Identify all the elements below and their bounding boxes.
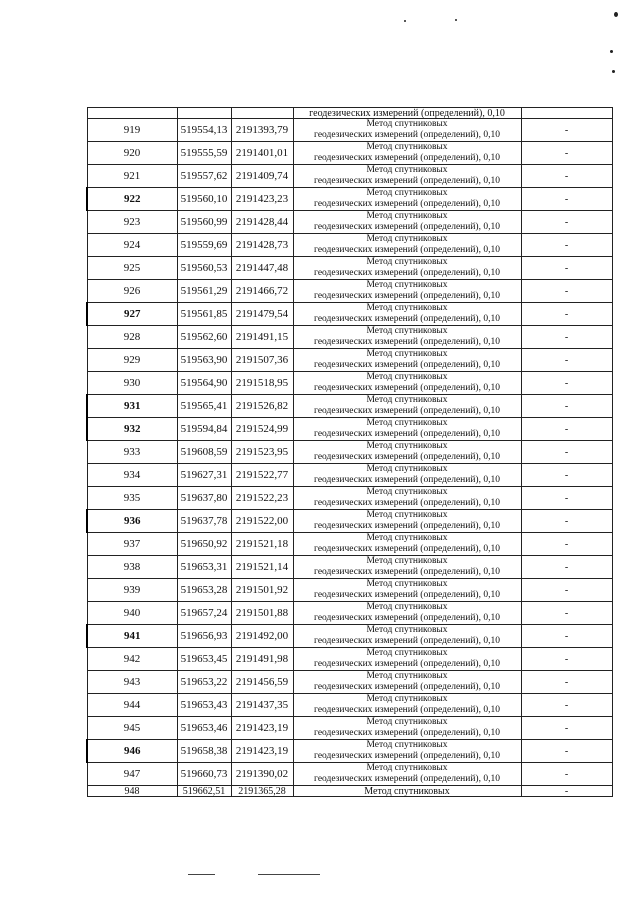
method-line-1: Метод спутниковых bbox=[366, 556, 448, 566]
point-number-cell: 935 bbox=[87, 487, 177, 510]
method-line-2: геодезических измерений (определений), 0,10 bbox=[314, 774, 500, 784]
table-row bbox=[87, 464, 612, 487]
method-line-2: геодезических измерений (определений), 0,10 bbox=[314, 521, 500, 531]
y-coordinate-cell: 2191518,95 bbox=[231, 372, 293, 395]
method-line-1: Метод спутниковых bbox=[366, 418, 448, 428]
point-number-cell: 933 bbox=[87, 441, 177, 464]
point-number-cell: 925 bbox=[87, 257, 177, 280]
method-line-1: Метод спутниковых bbox=[366, 165, 448, 175]
y-coordinate-cell: 2191521,14 bbox=[231, 556, 293, 579]
method-cell bbox=[293, 165, 521, 188]
method-cell bbox=[293, 349, 521, 372]
method-cell bbox=[293, 671, 521, 694]
method-line-1: Метод спутниковых bbox=[366, 625, 448, 635]
method-line-2: геодезических измерений (определений), 0,10 bbox=[314, 153, 500, 163]
error-cell: - bbox=[521, 671, 612, 694]
method-cell bbox=[293, 257, 521, 280]
method-cell bbox=[293, 188, 521, 211]
y-coordinate-cell: 2191523,95 bbox=[231, 441, 293, 464]
table-row bbox=[87, 533, 612, 556]
error-cell: - bbox=[521, 533, 612, 556]
table-row bbox=[87, 395, 612, 418]
error-cell: - bbox=[521, 234, 612, 257]
scan-speck bbox=[455, 19, 457, 21]
point-number-cell: 947 bbox=[87, 763, 177, 786]
y-coordinate-cell: 2191390,02 bbox=[231, 763, 293, 786]
y-coordinate-cell: 2191492,00 bbox=[231, 625, 293, 648]
error-cell: - bbox=[521, 441, 612, 464]
point-number-cell: 928 bbox=[87, 326, 177, 349]
y-coordinate-cell: 2191522,00 bbox=[231, 510, 293, 533]
method-cell bbox=[293, 395, 521, 418]
method-line-2: геодезических измерений (определений), 0,10 bbox=[314, 682, 500, 692]
method-line-1: Метод спутниковых bbox=[366, 671, 448, 681]
x-coordinate-cell: 519637,80 bbox=[177, 487, 231, 510]
method-line-2: геодезических измерений (определений), 0,10 bbox=[314, 452, 500, 462]
y-coordinate-cell bbox=[231, 108, 293, 119]
y-coordinate-cell: 2191526,82 bbox=[231, 395, 293, 418]
x-coordinate-cell: 519653,45 bbox=[177, 648, 231, 671]
x-coordinate-cell: 519554,13 bbox=[177, 119, 231, 142]
method-cell bbox=[293, 510, 521, 533]
table-row bbox=[87, 694, 612, 717]
error-cell: - bbox=[521, 280, 612, 303]
table-row bbox=[87, 108, 612, 119]
method-cell bbox=[293, 326, 521, 349]
method-cell bbox=[293, 418, 521, 441]
table-row bbox=[87, 326, 612, 349]
x-coordinate-cell: 519653,28 bbox=[177, 579, 231, 602]
table-row bbox=[87, 625, 612, 648]
method-line-1: Метод спутниковых bbox=[366, 648, 448, 658]
table-row bbox=[87, 763, 612, 786]
table-row bbox=[87, 786, 612, 797]
y-coordinate-cell: 2191393,79 bbox=[231, 119, 293, 142]
error-cell: - bbox=[521, 349, 612, 372]
y-coordinate-cell: 2191365,28 bbox=[231, 786, 293, 797]
table-row bbox=[87, 717, 612, 740]
method-line-2: геодезических измерений (определений), 0,10 bbox=[314, 268, 500, 278]
point-number-cell: 937 bbox=[87, 533, 177, 556]
method-line-1: Метод спутниковых bbox=[366, 579, 448, 589]
coordinates-table bbox=[86, 107, 613, 797]
method-cell bbox=[293, 648, 521, 671]
scan-speck bbox=[614, 12, 618, 17]
error-cell: - bbox=[521, 556, 612, 579]
footer-line bbox=[188, 874, 215, 875]
table-row bbox=[87, 165, 612, 188]
table-row bbox=[87, 487, 612, 510]
method-line-1: Метод спутниковых bbox=[366, 234, 448, 244]
point-number-cell: 931 bbox=[87, 395, 177, 418]
method-cell: геодезических измерений (определений), 0,10 bbox=[293, 108, 521, 119]
error-cell: - bbox=[521, 740, 612, 763]
method-cell bbox=[293, 303, 521, 326]
y-coordinate-cell: 2191524,99 bbox=[231, 418, 293, 441]
error-cell: - bbox=[521, 464, 612, 487]
method-line-1: Метод спутниковых bbox=[366, 119, 448, 129]
table-row bbox=[87, 234, 612, 257]
method-line-2: геодезических измерений (определений), 0,10 bbox=[314, 176, 500, 186]
error-cell: - bbox=[521, 142, 612, 165]
method-line-1: Метод спутниковых bbox=[366, 487, 448, 497]
x-coordinate-cell: 519653,31 bbox=[177, 556, 231, 579]
method-line-1: Метод спутниковых bbox=[366, 188, 448, 198]
table-row bbox=[87, 280, 612, 303]
point-number-cell: 930 bbox=[87, 372, 177, 395]
point-number-cell: 926 bbox=[87, 280, 177, 303]
point-number-cell: 936 bbox=[87, 510, 177, 533]
method-line-1: Метод спутниковых bbox=[366, 717, 448, 727]
method-cell bbox=[293, 717, 521, 740]
table-row bbox=[87, 441, 612, 464]
method-line-1: Метод спутниковых bbox=[366, 510, 448, 520]
x-coordinate-cell: 519656,93 bbox=[177, 625, 231, 648]
point-number-cell: 919 bbox=[87, 119, 177, 142]
point-number-cell: 922 bbox=[87, 188, 177, 211]
y-coordinate-cell: 2191501,88 bbox=[231, 602, 293, 625]
method-line-2: геодезических измерений (определений), 0,10 bbox=[314, 475, 500, 485]
y-coordinate-cell: 2191423,19 bbox=[231, 717, 293, 740]
x-coordinate-cell: 519561,29 bbox=[177, 280, 231, 303]
method-line-2: геодезических измерений (определений), 0,10 bbox=[314, 544, 500, 554]
table-row bbox=[87, 556, 612, 579]
y-coordinate-cell: 2191456,59 bbox=[231, 671, 293, 694]
method-cell bbox=[293, 119, 521, 142]
error-cell bbox=[521, 108, 612, 119]
point-number-cell bbox=[87, 108, 177, 119]
method-line-2: геодезических измерений (определений), 0,10 bbox=[314, 383, 500, 393]
method-cell bbox=[293, 556, 521, 579]
method-line-2: геодезических измерений (определений), 0,10 bbox=[314, 636, 500, 646]
error-cell: - bbox=[521, 165, 612, 188]
table-row bbox=[87, 671, 612, 694]
method-cell bbox=[293, 280, 521, 303]
method-line-1: Метод спутниковых bbox=[366, 303, 448, 313]
method-line-1: Метод спутниковых bbox=[366, 280, 448, 290]
x-coordinate-cell: 519560,99 bbox=[177, 211, 231, 234]
x-coordinate-cell: 519627,31 bbox=[177, 464, 231, 487]
method-line-2: геодезических измерений (определений), 0,10 bbox=[314, 659, 500, 669]
table-row bbox=[87, 211, 612, 234]
method-line-1: Метод спутниковых bbox=[366, 142, 448, 152]
error-cell: - bbox=[521, 395, 612, 418]
method-line-1: Метод спутниковых bbox=[366, 372, 448, 382]
x-coordinate-cell: 519653,46 bbox=[177, 717, 231, 740]
point-number-cell: 934 bbox=[87, 464, 177, 487]
method-line-1: Метод спутниковых bbox=[366, 740, 448, 750]
point-number-cell: 940 bbox=[87, 602, 177, 625]
table-row bbox=[87, 510, 612, 533]
y-coordinate-cell: 2191428,44 bbox=[231, 211, 293, 234]
point-number-cell: 923 bbox=[87, 211, 177, 234]
table-row bbox=[87, 349, 612, 372]
x-coordinate-cell: 519653,22 bbox=[177, 671, 231, 694]
method-line-2: геодезических измерений (определений), 0,10 bbox=[314, 222, 500, 232]
x-coordinate-cell: 519555,59 bbox=[177, 142, 231, 165]
y-coordinate-cell: 2191437,35 bbox=[231, 694, 293, 717]
method-line-2: геодезических измерений (определений), 0,10 bbox=[314, 291, 500, 301]
table-row bbox=[87, 648, 612, 671]
y-coordinate-cell: 2191423,19 bbox=[231, 740, 293, 763]
method-line-1: Метод спутниковых bbox=[366, 441, 448, 451]
error-cell: - bbox=[521, 694, 612, 717]
method-line-1: Метод спутниковых bbox=[366, 395, 448, 405]
point-number-cell: 943 bbox=[87, 671, 177, 694]
method-line-1: Метод спутниковых bbox=[366, 326, 448, 336]
x-coordinate-cell: 519565,41 bbox=[177, 395, 231, 418]
method-cell bbox=[293, 625, 521, 648]
method-line-1: Метод спутниковых bbox=[366, 763, 448, 773]
x-coordinate-cell: 519658,38 bbox=[177, 740, 231, 763]
error-cell: - bbox=[521, 303, 612, 326]
x-coordinate-cell: 519559,69 bbox=[177, 234, 231, 257]
point-number-cell: 927 bbox=[87, 303, 177, 326]
point-number-cell: 941 bbox=[87, 625, 177, 648]
method-line-2: геодезических измерений (определений), 0,10 bbox=[314, 498, 500, 508]
method-cell bbox=[293, 694, 521, 717]
y-coordinate-cell: 2191401,01 bbox=[231, 142, 293, 165]
method-line-2: геодезических измерений (определений), 0,10 bbox=[314, 406, 500, 416]
y-coordinate-cell: 2191501,92 bbox=[231, 579, 293, 602]
x-coordinate-cell: 519608,59 bbox=[177, 441, 231, 464]
method-cell bbox=[293, 533, 521, 556]
error-cell: - bbox=[521, 579, 612, 602]
x-coordinate-cell bbox=[177, 108, 231, 119]
point-number-cell: 942 bbox=[87, 648, 177, 671]
method-line-1: Метод спутниковых bbox=[366, 349, 448, 359]
method-cell: Метод спутниковых bbox=[293, 786, 521, 797]
error-cell: - bbox=[521, 257, 612, 280]
error-cell: - bbox=[521, 326, 612, 349]
table-row bbox=[87, 372, 612, 395]
x-coordinate-cell: 519594,84 bbox=[177, 418, 231, 441]
point-number-cell: 920 bbox=[87, 142, 177, 165]
method-cell bbox=[293, 464, 521, 487]
table-row bbox=[87, 257, 612, 280]
error-cell: - bbox=[521, 648, 612, 671]
y-coordinate-cell: 2191466,72 bbox=[231, 280, 293, 303]
error-cell: - bbox=[521, 418, 612, 441]
method-line-2: геодезических измерений (определений), 0,10 bbox=[314, 337, 500, 347]
method-line-2: геодезических измерений (определений), 0,10 bbox=[314, 429, 500, 439]
error-cell: - bbox=[521, 786, 612, 797]
y-coordinate-cell: 2191507,36 bbox=[231, 349, 293, 372]
x-coordinate-cell: 519660,73 bbox=[177, 763, 231, 786]
y-coordinate-cell: 2191428,73 bbox=[231, 234, 293, 257]
method-line-1: Метод спутниковых bbox=[366, 602, 448, 612]
method-cell bbox=[293, 211, 521, 234]
error-cell: - bbox=[521, 487, 612, 510]
point-number-cell: 921 bbox=[87, 165, 177, 188]
y-coordinate-cell: 2191423,23 bbox=[231, 188, 293, 211]
scan-speck bbox=[612, 70, 615, 73]
method-line-1: Метод спутниковых bbox=[366, 533, 448, 543]
point-number-cell: 924 bbox=[87, 234, 177, 257]
method-cell bbox=[293, 142, 521, 165]
table-row bbox=[87, 602, 612, 625]
point-number-cell: 932 bbox=[87, 418, 177, 441]
point-number-cell: 938 bbox=[87, 556, 177, 579]
y-coordinate-cell: 2191447,48 bbox=[231, 257, 293, 280]
error-cell: - bbox=[521, 188, 612, 211]
method-line-1: Метод спутниковых bbox=[366, 464, 448, 474]
method-line-2: геодезических измерений (определений), 0,10 bbox=[314, 360, 500, 370]
error-cell: - bbox=[521, 763, 612, 786]
y-coordinate-cell: 2191521,18 bbox=[231, 533, 293, 556]
table-row bbox=[87, 119, 612, 142]
footer-line bbox=[258, 874, 320, 875]
method-cell bbox=[293, 579, 521, 602]
table-row bbox=[87, 740, 612, 763]
error-cell: - bbox=[521, 119, 612, 142]
method-line-2: геодезических измерений (определений), 0,10 bbox=[314, 245, 500, 255]
x-coordinate-cell: 519561,85 bbox=[177, 303, 231, 326]
error-cell: - bbox=[521, 510, 612, 533]
table-row bbox=[87, 579, 612, 602]
y-coordinate-cell: 2191409,74 bbox=[231, 165, 293, 188]
error-cell: - bbox=[521, 625, 612, 648]
table-row bbox=[87, 188, 612, 211]
method-cell bbox=[293, 763, 521, 786]
x-coordinate-cell: 519653,43 bbox=[177, 694, 231, 717]
method-line-2: геодезических измерений (определений), 0,10 bbox=[314, 613, 500, 623]
table-row bbox=[87, 418, 612, 441]
method-line-2: геодезических измерений (определений), 0,10 bbox=[314, 751, 500, 761]
point-number-cell: 946 bbox=[87, 740, 177, 763]
error-cell: - bbox=[521, 211, 612, 234]
method-cell bbox=[293, 602, 521, 625]
x-coordinate-cell: 519557,62 bbox=[177, 165, 231, 188]
error-cell: - bbox=[521, 602, 612, 625]
y-coordinate-cell: 2191522,77 bbox=[231, 464, 293, 487]
x-coordinate-cell: 519662,51 bbox=[177, 786, 231, 797]
method-line-2: геодезических измерений (определений), 0,10 bbox=[314, 590, 500, 600]
method-line-2: геодезических измерений (определений), 0,10 bbox=[314, 314, 500, 324]
scan-speck bbox=[404, 20, 406, 22]
point-number-cell: 939 bbox=[87, 579, 177, 602]
method-cell bbox=[293, 740, 521, 763]
method-cell bbox=[293, 487, 521, 510]
y-coordinate-cell: 2191491,98 bbox=[231, 648, 293, 671]
x-coordinate-cell: 519650,92 bbox=[177, 533, 231, 556]
method-line-2: геодезических измерений (определений), 0,10 bbox=[314, 728, 500, 738]
method-line-1: Метод спутниковых bbox=[366, 694, 448, 704]
table-body bbox=[87, 108, 612, 797]
point-number-cell: 948 bbox=[87, 786, 177, 797]
error-cell: - bbox=[521, 717, 612, 740]
scan-speck bbox=[610, 50, 613, 53]
x-coordinate-cell: 519657,24 bbox=[177, 602, 231, 625]
point-number-cell: 944 bbox=[87, 694, 177, 717]
point-number-cell: 945 bbox=[87, 717, 177, 740]
x-coordinate-cell: 519560,10 bbox=[177, 188, 231, 211]
method-line-2: геодезических измерений (определений), 0,10 bbox=[314, 705, 500, 715]
x-coordinate-cell: 519562,60 bbox=[177, 326, 231, 349]
method-cell bbox=[293, 441, 521, 464]
y-coordinate-cell: 2191491,15 bbox=[231, 326, 293, 349]
table-row bbox=[87, 303, 612, 326]
method-line-2: геодезических измерений (определений), 0,10 bbox=[314, 199, 500, 209]
point-number-cell: 929 bbox=[87, 349, 177, 372]
method-line-2: геодезических измерений (определений), 0,10 bbox=[314, 130, 500, 140]
error-cell: - bbox=[521, 372, 612, 395]
y-coordinate-cell: 2191479,54 bbox=[231, 303, 293, 326]
x-coordinate-cell: 519637,78 bbox=[177, 510, 231, 533]
y-coordinate-cell: 2191522,23 bbox=[231, 487, 293, 510]
x-coordinate-cell: 519560,53 bbox=[177, 257, 231, 280]
method-line-1: Метод спутниковых bbox=[366, 257, 448, 267]
method-cell bbox=[293, 234, 521, 257]
x-coordinate-cell: 519564,90 bbox=[177, 372, 231, 395]
x-coordinate-cell: 519563,90 bbox=[177, 349, 231, 372]
table-row bbox=[87, 142, 612, 165]
method-cell bbox=[293, 372, 521, 395]
method-line-2: геодезических измерений (определений), 0,10 bbox=[314, 567, 500, 577]
method-line-1: Метод спутниковых bbox=[366, 211, 448, 221]
